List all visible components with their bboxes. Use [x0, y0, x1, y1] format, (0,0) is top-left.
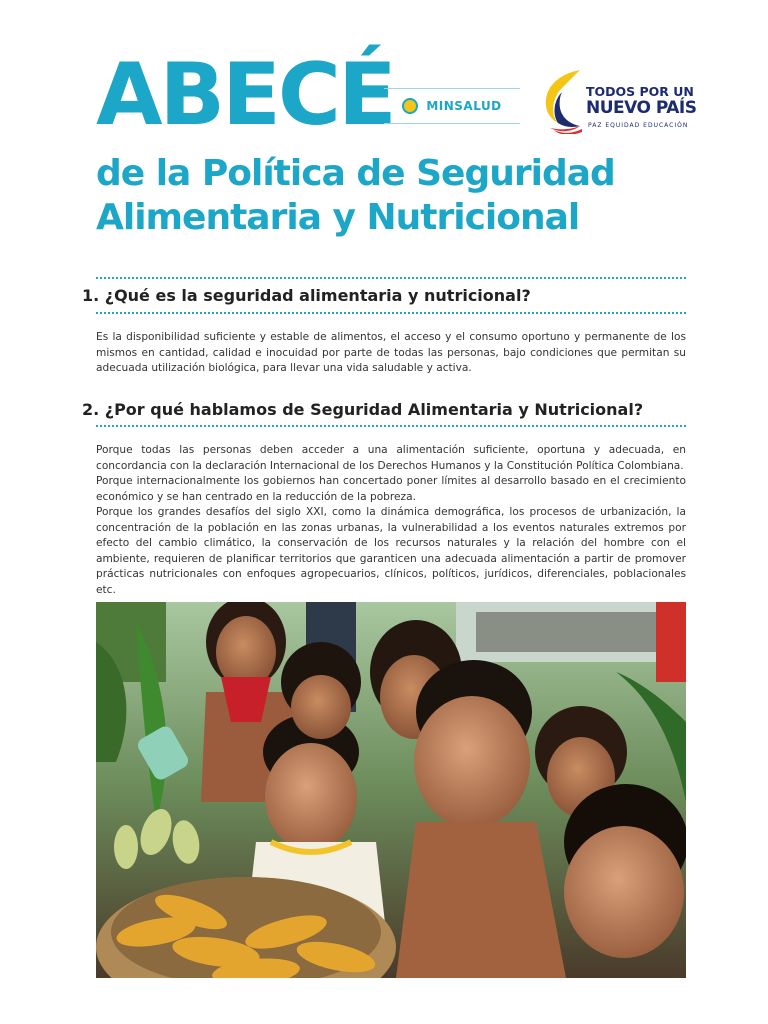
dotted-divider [96, 312, 686, 314]
subtitle-line-1: de la Política de Seguridad [96, 153, 615, 194]
coat-of-arms-icon [402, 98, 418, 114]
section-1-body: Es la disponibilidad suficiente y estable de alimentos, el acceso y el consumo oportuno y permanente de los mismos en cantidad, calidad e inocuidad por parte de todas las personas, bajo condiciones que permitan su adecuada utilización biológica, para llevar una vida saludable y activa. [96, 331, 686, 374]
government-logo [540, 66, 697, 136]
gov-logo-tagline: PAZ EQUIDAD EDUCACIÓN [588, 122, 689, 129]
minsalud-logo [384, 88, 520, 124]
section-2-paragraph-2: Porque internacionalmente los gobiernos han concertado poner límites al desarrollo basado en el crecimiento económico y se han centrado en la reducción de la pobreza. [96, 475, 686, 503]
section-1-heading: 1. ¿Qué es la seguridad alimentaria y nutricional? [82, 286, 531, 305]
children-photo [96, 602, 686, 978]
subtitle-line-2: Alimentaria y Nutricional [96, 197, 580, 238]
dotted-divider [96, 425, 686, 427]
section-2-paragraph-3: Porque los grandes desafíos del siglo XXI, como la dinámica demográfica, los procesos de urbanización, la concentración de la población en las zonas urbanas, la vulnerabilidad a los eventos naturales extremos por efecto del cambio climático, la conservación de los recursos naturales y la relación del hombre con el ambiente, requieren de planificar territorios que garanticen una adecuada alimentación a partir de promover prácticas nutricionales con enfoques agropecuarios, clínicos, políticos, jurídicos, diferenciales, poblacionales etc. [96, 506, 686, 596]
gov-logo-line-2: NUEVO PAÍS [586, 98, 697, 118]
page-subtitle [96, 152, 615, 240]
minsalud-label: MINSALUD [426, 99, 502, 113]
flag-swoosh-icon [540, 68, 584, 134]
gov-logo-line-1: TODOS POR UN [586, 84, 694, 99]
page-title: ABECÉ [96, 45, 394, 145]
section-2-paragraph-1: Porque todas las personas deben acceder a una alimentación suficiente, oportuna y adecuada, en concordancia con la declaración Internacional de los Derechos Humanos y la Constitución Política Colombiana. [96, 444, 686, 472]
section-2-heading: 2. ¿Por qué hablamos de Seguridad Alimentaria y Nutricional? [82, 400, 644, 419]
dotted-divider [96, 277, 686, 279]
